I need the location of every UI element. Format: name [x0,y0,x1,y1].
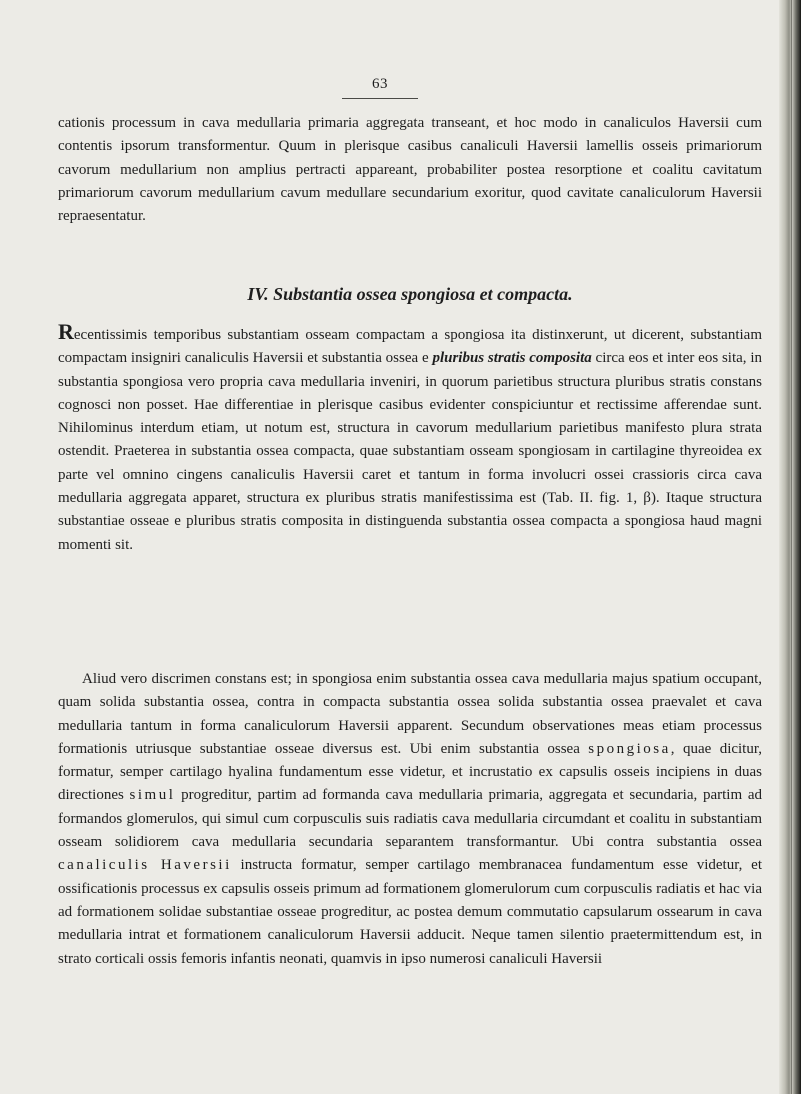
paragraph-intro: cationis processum in cava medullaria primaria aggregata transeant, et hoc modo in canaliculos Haversii cum contentis ipsorum transformentur. Quum in plerisque casibus canaliculi Haversii lamellis osseis primariorum cavorum medullarium non amplius pertracti appareant, probabiliter postea resorptione et coalitu cavitatum primariorum cavorum medullarium cavum medullare secundarium exoritur, quod cavitate canaliculorum Haversii repraesentatur. [58,115,762,225]
spaced-term: simul [129,787,176,804]
paragraph-text: Aliud vero discrimen constans est; in spongiosa enim substantia ossea cava medullaria majus spatium occupant, quam solida substantia ossea, contra in compacta substantia ossea solida substantia ossea praevalet et cava medullaria tantum in forma canaliculorum Haversii apparent. Secundum observationes meas etiam processus formationis utriusque substantiae osseae diversus est. Ubi enim substantia ossea [58,671,762,757]
paragraph-aliud [58,668,762,971]
book-spine-edge [779,0,801,1094]
paragraph-text: instructa formatur, semper cartilago membranacea fundamentum esse videtur, et ossificationis processus ex capsulis osseis primum ad formationem glomerulorum cum corpusculis radiatis et hac via ad formationem solidae substantiae osseae progreditur, ac postea demum commutatio capsularum ossearum in cava medullaria intrat et formationem canaliculorum Haversii adducit. Neque tamen silentio praetermittendum est, in strato corticali ossis femoris infantis neonati, quamvis in ipso numerosi canaliculi Haversii [58,857,762,967]
section-title: Substantia ossea spongiosa et compacta. [273,284,573,304]
emphasis-text: pluribus stratis composita [432,350,592,367]
spaced-term: spongiosa [588,740,671,757]
spaced-term: canaliculis Haversii [58,857,232,874]
drop-cap: R [58,319,74,344]
spine-line [791,0,792,1094]
paragraph-text: progreditur, partim ad formanda cava medullaria primaria, aggregata et secundaria, partim ad formandos glomerulos, qui simul cum corpusculis suis radiatis cava medullaria circumdant et coalitu in substantiam osseam solidiorem cava medullaria secundaria separantem transformantur. Ubi contra substantia ossea [58,787,762,851]
paragraph-text: ecentissimis temporibus substantiam osseam compactam a spongiosa ita distinxerunt, ut dicerent, substantiam compactam insigniri canaliculis Haversii et substantia ossea e [58,327,762,367]
section-number: IV. [247,284,269,304]
page-number: 63 [372,76,388,92]
paragraph-text: circa eos et inter eos sita, in substantia spongiosa vero propria cava medullaria inveniri, in quorum parietibus structura pluribus stratis constans cognosci non posset. Hae differentiae in plerisque casibus evidenter conspiciuntur et rectissime afferendae sunt. Nihilominus interdum etiam, ut notum est, structura in cavorum medullarium parietibus manifesto plura strata ostendit. Praeterea in substantia ossea compacta, quae substantiam osseam spongiosam in cartilagine thyreoidea ex parte vel omnino cingens canaliculis Haversii caret et tantum in forma involucri ossei crassioris circa cava medullaria aggregata apparet, structura ex pluribus stratis manifestissima est (Tab. II. fig. 1, β). Itaque structura substantiae osseae e pluribus stratis composita in distinguenda substantia ossea compacta a spongiosa haud magni momenti sit. [58,350,763,553]
paragraph-recentissimis [58,320,762,557]
section-heading [58,284,762,305]
header-rule [342,98,418,99]
paragraph-text: , quae dicitur, formatur, semper cartilago hyalina fundamentum esse videtur, et incrustatio ex capsulis osseis incipiens in duas directiones [58,740,762,804]
